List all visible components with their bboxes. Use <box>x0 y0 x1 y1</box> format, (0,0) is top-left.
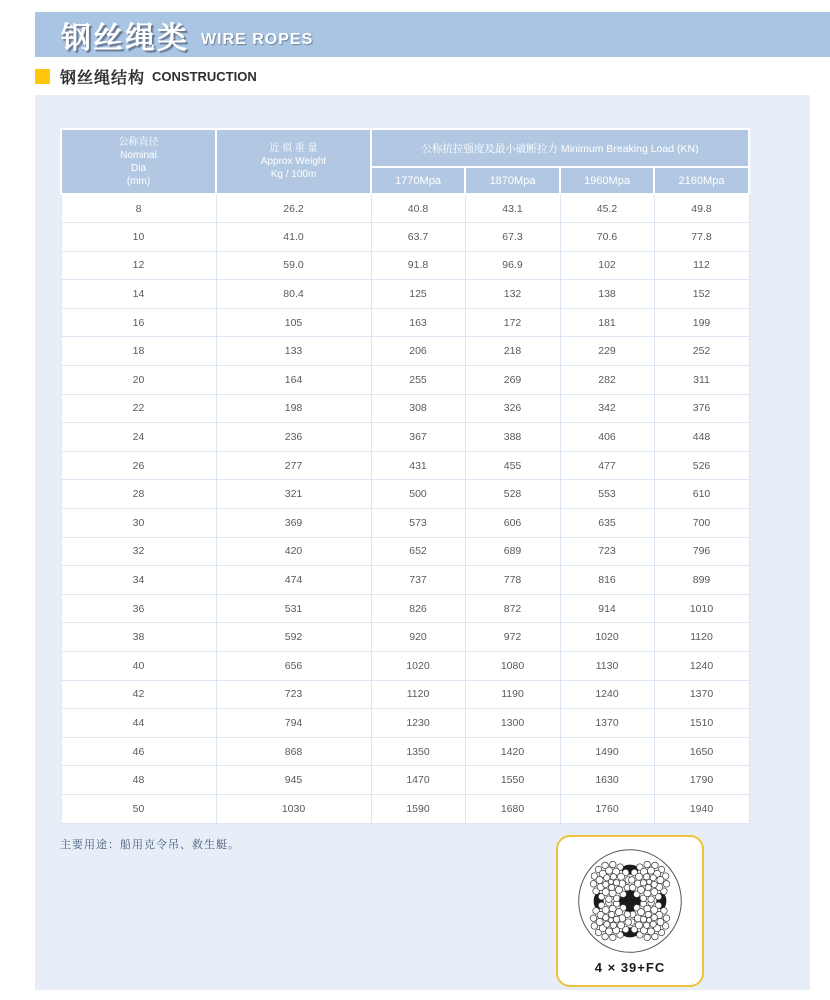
table-cell: 26.2 <box>216 194 371 223</box>
table-cell: 282 <box>560 366 654 395</box>
table-cell: 945 <box>216 766 371 795</box>
table-cell: 30 <box>61 509 216 538</box>
table-cell: 172 <box>465 308 560 337</box>
table-row <box>61 566 749 595</box>
table-cell: 269 <box>465 366 560 395</box>
table-cell: 700 <box>654 509 749 538</box>
col-header-breaking-load: 公称抗拉强度及最小破断拉力 Minimum Breaking Load (KN) <box>371 129 749 167</box>
table-row <box>61 337 749 366</box>
table-cell: 899 <box>654 566 749 595</box>
table-cell: 102 <box>560 251 654 280</box>
table-cell: 816 <box>560 566 654 595</box>
sub-header-grade: 1870Mpa <box>465 167 560 194</box>
table-cell: 1490 <box>560 737 654 766</box>
table-cell: 80.4 <box>216 280 371 309</box>
table-cell: 164 <box>216 366 371 395</box>
table-cell: 18 <box>61 337 216 366</box>
table-cell: 133 <box>216 337 371 366</box>
table-row <box>61 308 749 337</box>
table-cell: 1940 <box>654 794 749 823</box>
table-cell: 500 <box>371 480 465 509</box>
table-cell: 252 <box>654 337 749 366</box>
rope-construction-card <box>556 835 704 987</box>
table-cell: 41.0 <box>216 223 371 252</box>
sub-header-grade: 2160Mpa <box>654 167 749 194</box>
table-cell: 45.2 <box>560 194 654 223</box>
table-cell: 91.8 <box>371 251 465 280</box>
table-cell: 1760 <box>560 794 654 823</box>
table-row <box>61 194 749 223</box>
col1-en2: Dia <box>130 162 146 174</box>
table-cell: 826 <box>371 594 465 623</box>
table-cell: 369 <box>216 509 371 538</box>
rope-cross-section-icon <box>573 844 687 958</box>
table-row <box>61 366 749 395</box>
table-cell: 1130 <box>560 652 654 681</box>
table-cell: 868 <box>216 737 371 766</box>
table-row <box>61 709 749 738</box>
table-cell: 77.8 <box>654 223 749 252</box>
table-row <box>61 537 749 566</box>
table-row <box>61 394 749 423</box>
table-cell: 138 <box>560 280 654 309</box>
table-cell: 163 <box>371 308 465 337</box>
table-cell: 1080 <box>465 652 560 681</box>
table-cell: 152 <box>654 280 749 309</box>
table-cell: 46 <box>61 737 216 766</box>
table-cell: 48 <box>61 766 216 795</box>
col2-en1: Approx Weight <box>260 156 327 167</box>
table-cell: 431 <box>371 451 465 480</box>
table-cell: 610 <box>654 480 749 509</box>
table-cell: 455 <box>465 451 560 480</box>
table-cell: 1240 <box>560 680 654 709</box>
table-cell: 689 <box>465 537 560 566</box>
spec-table <box>60 128 750 824</box>
table-cell: 67.3 <box>465 223 560 252</box>
table-cell: 321 <box>216 480 371 509</box>
table-cell: 16 <box>61 308 216 337</box>
table-cell: 376 <box>654 394 749 423</box>
table-cell: 70.6 <box>560 223 654 252</box>
col1-en3: (mm) <box>126 175 151 187</box>
table-cell: 181 <box>560 308 654 337</box>
page-title-en: WIRE ROPES <box>201 30 314 48</box>
table-cell: 96.9 <box>465 251 560 280</box>
table-cell: 26 <box>61 451 216 480</box>
table-cell: 229 <box>560 337 654 366</box>
table-cell: 526 <box>654 451 749 480</box>
section-title-zh: 钢丝绳结构 <box>60 69 146 87</box>
col1-en1: Nominal <box>120 149 157 161</box>
table-cell: 1370 <box>654 680 749 709</box>
table-cell: 43.1 <box>465 194 560 223</box>
table-cell: 920 <box>371 623 465 652</box>
table-cell: 1230 <box>371 709 465 738</box>
table-row <box>61 594 749 623</box>
table-cell: 796 <box>654 537 749 566</box>
table-cell: 1120 <box>371 680 465 709</box>
table-cell: 872 <box>465 594 560 623</box>
table-cell: 14 <box>61 280 216 309</box>
table-cell: 592 <box>216 623 371 652</box>
table-cell: 236 <box>216 423 371 452</box>
table-cell: 112 <box>654 251 749 280</box>
yellow-square-bullet-icon <box>35 69 50 84</box>
table-row <box>61 251 749 280</box>
table-cell: 1650 <box>654 737 749 766</box>
table-cell: 1590 <box>371 794 465 823</box>
table-cell: 255 <box>371 366 465 395</box>
table-cell: 44 <box>61 709 216 738</box>
table-cell: 606 <box>465 509 560 538</box>
table-cell: 723 <box>560 537 654 566</box>
table-cell: 1190 <box>465 680 560 709</box>
col-header-approx-weight <box>216 129 371 194</box>
table-row <box>61 652 749 681</box>
table-cell: 972 <box>465 623 560 652</box>
table-cell: 914 <box>560 594 654 623</box>
table-cell: 635 <box>560 509 654 538</box>
col2-en2: Kg / 100m <box>270 169 317 180</box>
table-cell: 36 <box>61 594 216 623</box>
table-cell: 528 <box>465 480 560 509</box>
table-cell: 28 <box>61 480 216 509</box>
table-cell: 125 <box>371 280 465 309</box>
table-cell: 198 <box>216 394 371 423</box>
table-cell: 32 <box>61 537 216 566</box>
page-header-bar <box>35 12 830 57</box>
table-cell: 573 <box>371 509 465 538</box>
col-header-nominal-dia <box>61 129 216 194</box>
table-cell: 24 <box>61 423 216 452</box>
table-cell: 50 <box>61 794 216 823</box>
table-cell: 794 <box>216 709 371 738</box>
table-cell: 199 <box>654 308 749 337</box>
table-cell: 420 <box>216 537 371 566</box>
col1-zh: 公称直径 <box>118 136 159 148</box>
table-cell: 737 <box>371 566 465 595</box>
table-cell: 218 <box>465 337 560 366</box>
table-row <box>61 423 749 452</box>
table-cell: 40.8 <box>371 194 465 223</box>
table-row <box>61 509 749 538</box>
table-cell: 105 <box>216 308 371 337</box>
table-cell: 1020 <box>371 652 465 681</box>
table-cell: 1790 <box>654 766 749 795</box>
table-cell: 10 <box>61 223 216 252</box>
table-row <box>61 480 749 509</box>
table-cell: 723 <box>216 680 371 709</box>
table-row <box>61 451 749 480</box>
sub-header-grade: 1770Mpa <box>371 167 465 194</box>
col2-zh: 近 似 重 量 <box>269 143 318 154</box>
table-cell: 132 <box>465 280 560 309</box>
table-cell: 326 <box>465 394 560 423</box>
table-cell: 34 <box>61 566 216 595</box>
table-row <box>61 737 749 766</box>
table-cell: 1680 <box>465 794 560 823</box>
table-body <box>61 194 749 823</box>
table-cell: 22 <box>61 394 216 423</box>
table-row <box>61 794 749 823</box>
table-cell: 531 <box>216 594 371 623</box>
table-cell: 49.8 <box>654 194 749 223</box>
table-cell: 406 <box>560 423 654 452</box>
table-cell: 42 <box>61 680 216 709</box>
table-cell: 1240 <box>654 652 749 681</box>
table-row <box>61 766 749 795</box>
table-cell: 308 <box>371 394 465 423</box>
table-cell: 1550 <box>465 766 560 795</box>
table-cell: 367 <box>371 423 465 452</box>
table-cell: 342 <box>560 394 654 423</box>
table-row <box>61 223 749 252</box>
table-cell: 652 <box>371 537 465 566</box>
table-cell: 477 <box>560 451 654 480</box>
usage-note: 主要用途：船用克令吊、救生艇。 <box>60 839 240 851</box>
page-title-zh: 钢丝绳类 <box>61 21 189 55</box>
table-header <box>61 129 749 194</box>
table-cell: 1300 <box>465 709 560 738</box>
table-cell: 1630 <box>560 766 654 795</box>
table-cell: 448 <box>654 423 749 452</box>
rope-construction-label: 4 × 39+FC <box>594 960 666 975</box>
table-row <box>61 280 749 309</box>
table-cell: 1120 <box>654 623 749 652</box>
table-cell: 474 <box>216 566 371 595</box>
table-cell: 59.0 <box>216 251 371 280</box>
section-title-en: CONSTRUCTION <box>152 68 257 84</box>
table-cell: 206 <box>371 337 465 366</box>
table-cell: 1030 <box>216 794 371 823</box>
table-row <box>61 680 749 709</box>
table-cell: 1510 <box>654 709 749 738</box>
table-cell: 277 <box>216 451 371 480</box>
table-cell: 311 <box>654 366 749 395</box>
table-row <box>61 623 749 652</box>
table-cell: 656 <box>216 652 371 681</box>
table-cell: 1020 <box>560 623 654 652</box>
table-cell: 1420 <box>465 737 560 766</box>
table-cell: 553 <box>560 480 654 509</box>
section-header <box>35 66 257 86</box>
table-cell: 1470 <box>371 766 465 795</box>
table-cell: 63.7 <box>371 223 465 252</box>
table-cell: 38 <box>61 623 216 652</box>
table-cell: 8 <box>61 194 216 223</box>
table-cell: 20 <box>61 366 216 395</box>
table-cell: 388 <box>465 423 560 452</box>
table-cell: 1370 <box>560 709 654 738</box>
table-cell: 778 <box>465 566 560 595</box>
table-cell: 40 <box>61 652 216 681</box>
table-cell: 1350 <box>371 737 465 766</box>
table-cell: 1010 <box>654 594 749 623</box>
sub-header-grade: 1960Mpa <box>560 167 654 194</box>
table-cell: 12 <box>61 251 216 280</box>
